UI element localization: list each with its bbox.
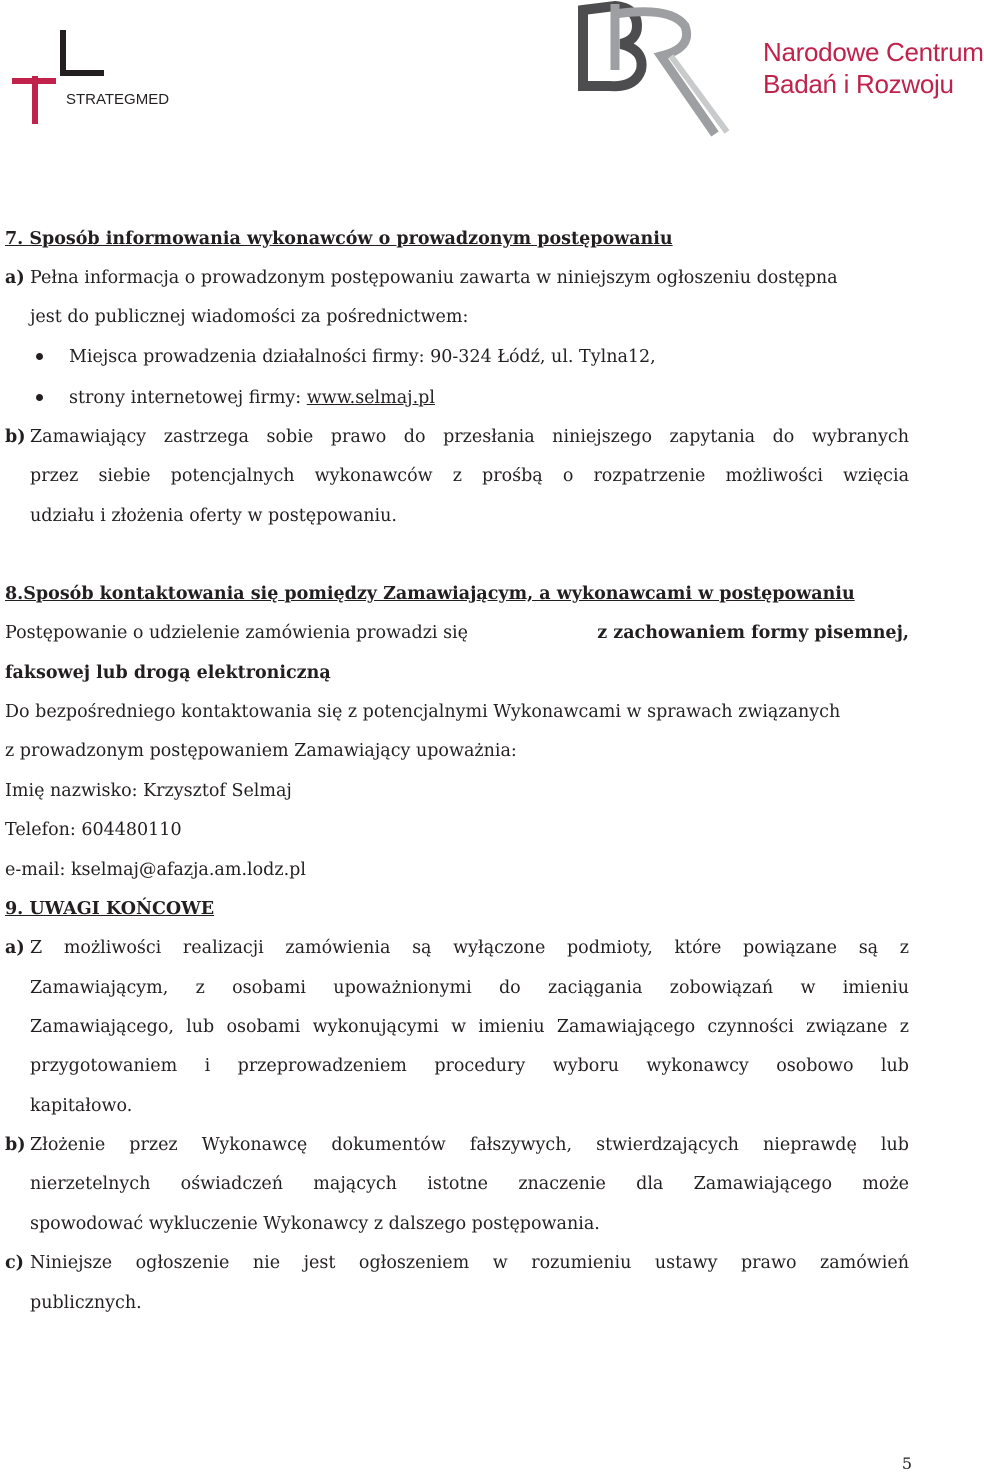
ncbr-logo-text xyxy=(763,36,984,100)
bullet-dot-icon xyxy=(36,353,43,360)
section9-a-marker: a) xyxy=(5,938,25,958)
section7-bullet1: Miejsca prowadzenia działalności firmy: 90-324 Łódź, ul. Tylna12, xyxy=(69,347,656,367)
section8-p1-normal: Postępowanie o udzielenie zamówienia prowadzi się xyxy=(5,623,469,643)
section8-p2-line2: z prowadzonym postępowaniem Zamawiający upoważnia: xyxy=(5,741,517,761)
section7-a-line2: jest do publicznej wiadomości za pośrednictwem: xyxy=(30,307,469,327)
section8-p1-line1 xyxy=(5,621,909,645)
contact-name: Imię nazwisko: Krzysztof Selmaj xyxy=(5,781,292,801)
section9-b-marker: b) xyxy=(5,1135,26,1155)
contact-email: e-mail: kselmaj@afazja.am.lodz.pl xyxy=(5,860,306,880)
section9-b-line3: spowodować wykluczenie Wykonawcy z dalszego postępowania. xyxy=(30,1214,600,1234)
section8-heading: 8.Sposób kontaktowania się pomiędzy Zamawiającym, a wykonawcami w postępowaniu xyxy=(5,584,855,604)
strategmed-logo xyxy=(8,26,168,130)
section7-heading: 7. Sposób informowania wykonawców o prowadzonym postępowaniu xyxy=(5,229,673,249)
section9-a-line1: Z możliwości realizacji zamówienia są wyłączone podmioty, które powiązane są z xyxy=(30,938,909,958)
website-link[interactable]: www.selmaj.pl xyxy=(306,388,435,408)
section7-a-marker: a) xyxy=(5,268,25,288)
section7-b-marker: b) xyxy=(5,427,26,447)
section9-a-line2: Zamawiającym, z osobami upoważnionymi do zaciągania zobowiązań w imieniu xyxy=(30,978,909,998)
ncbr-logo-line1: Narodowe Centrum xyxy=(763,37,984,67)
bullet-dot-icon xyxy=(36,394,43,401)
section9-c-line1: Niniejsze ogłoszenie nie jest ogłoszeniem w rozumieniu ustawy prawo zamówień xyxy=(30,1253,909,1273)
section7-b-line3: udziału i złożenia oferty w postępowaniu. xyxy=(30,506,397,526)
page-number: 5 xyxy=(901,1454,912,1473)
section8-p2-line1: Do bezpośredniego kontaktowania się z potencjalnymi Wykonawcami w sprawach związanych xyxy=(5,702,841,722)
section8-p1-bold: z zachowaniem formy pisemnej, xyxy=(597,623,909,643)
ncbr-logo-line2: Badań i Rozwoju xyxy=(763,69,954,99)
section8-p1-line2: faksowej lub drogą elektroniczną xyxy=(5,663,331,683)
section9-a-line5: kapitałowo. xyxy=(30,1096,133,1116)
section9-c-marker: c) xyxy=(5,1253,24,1273)
section9-heading: 9. UWAGI KOŃCOWE xyxy=(5,899,215,919)
section9-a-line3: Zamawiającego, lub osobami wykonującymi w imieniu Zamawiającego czynności związane z xyxy=(30,1017,909,1037)
section7-bullet2-prefix: strony internetowej firmy: xyxy=(69,388,307,408)
section7-b-line1: Zamawiający zastrzega sobie prawo do przesłania niniejszego zapytania do wybranych xyxy=(30,427,909,447)
section9-b-line1: Złożenie przez Wykonawcę dokumentów fałszywych, stwierdzających nieprawdę lub xyxy=(30,1135,909,1155)
strategmed-logo-text: STRATEGMED xyxy=(66,91,170,108)
section7-bullet2 xyxy=(69,386,435,410)
section9-c-line2: publicznych. xyxy=(30,1293,142,1313)
section7-b-line2: przez siebie potencjalnych wykonawców z prośbą o rozpatrzenie możliwości wzięcia xyxy=(30,466,909,486)
section9-a-line4: przygotowaniem i przeprowadzeniem procedury wyboru wykonawcy osobowo lub xyxy=(30,1056,909,1076)
section7-a-line1: Pełna informacja o prowadzonym postępowaniu zawarta w niniejszym ogłoszeniu dostępna xyxy=(30,268,838,288)
section9-b-line2: nierzetelnych oświadczeń mających istotne znaczenie dla Zamawiającego może xyxy=(30,1174,909,1194)
contact-phone: Telefon: 604480110 xyxy=(5,820,182,840)
